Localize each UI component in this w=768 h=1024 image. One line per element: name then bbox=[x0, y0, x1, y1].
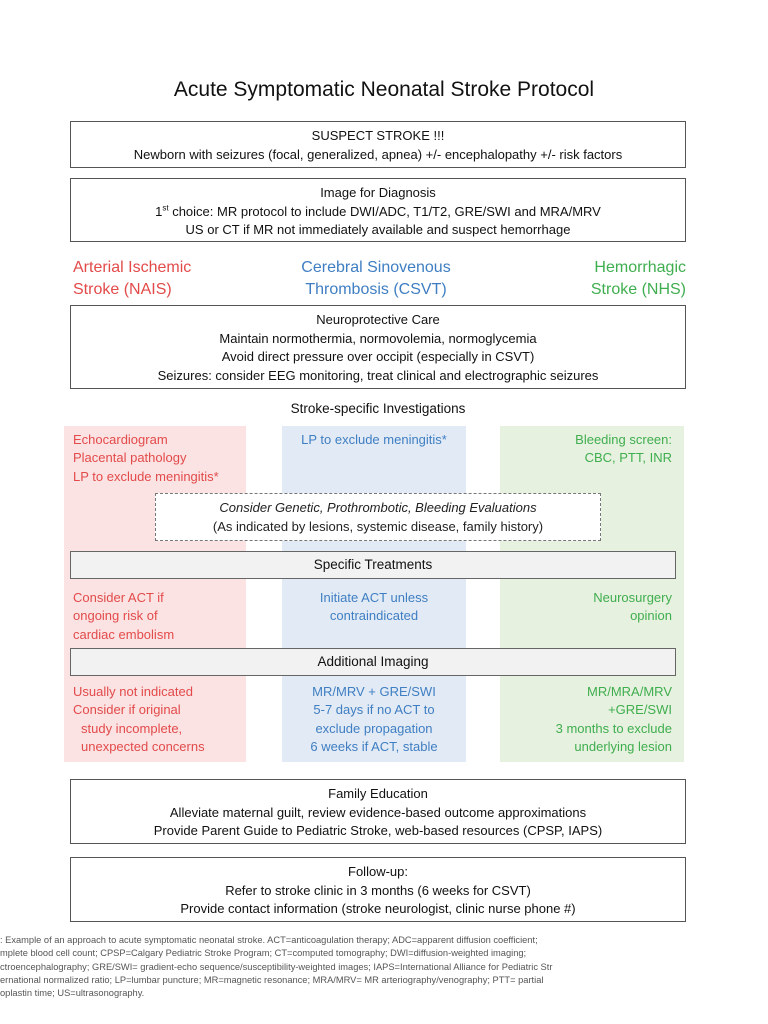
neuroprotective-care-box bbox=[70, 305, 686, 389]
list-item: cardiac embolism bbox=[73, 626, 175, 642]
list-item: MR/MRV + GRE/SWI bbox=[312, 684, 436, 699]
list-item: LP to exclude meningitis* bbox=[301, 432, 447, 447]
list-item: Echocardiogram bbox=[73, 432, 168, 447]
additional-imaging-bar: Additional Imaging bbox=[70, 648, 676, 676]
genetic-evaluations-box bbox=[155, 493, 601, 541]
page-title: Acute Symptomatic Neonatal Stroke Protocol bbox=[173, 78, 595, 101]
nhs-treatments bbox=[500, 589, 672, 626]
nais-additional-imaging bbox=[73, 683, 245, 756]
family-education-box bbox=[70, 779, 686, 844]
list-item: 3 months to exclude bbox=[555, 720, 672, 736]
image-diagnosis-box bbox=[70, 178, 686, 242]
imaging-alt: US or CT if MR not immediately available and suspect hemorrhage bbox=[185, 222, 571, 237]
neuro-line-1: Maintain normothermia, normovolemia, normoglycemia bbox=[219, 330, 537, 346]
list-item: Neurosurgery bbox=[593, 590, 672, 605]
csvt-investigations bbox=[282, 431, 466, 449]
list-item: 6 weeks if ACT, stable bbox=[310, 738, 438, 754]
csvt-additional-imaging bbox=[282, 683, 466, 756]
neuro-heading: Neuroprotective Care bbox=[316, 312, 440, 327]
footnote-line: oplastin time; US=ultrasonography. bbox=[0, 988, 145, 999]
list-item: 5-7 days if no ACT to bbox=[313, 702, 435, 718]
suspect-stroke-box bbox=[70, 121, 686, 168]
list-item: contraindicated bbox=[329, 608, 419, 624]
family-heading: Family Education bbox=[328, 786, 428, 801]
nais-header: Arterial Ischemic Stroke (NAIS) bbox=[73, 259, 192, 298]
csvt-treatments bbox=[282, 589, 466, 626]
nhs-additional-imaging bbox=[500, 683, 672, 756]
follow-up-box bbox=[70, 857, 686, 922]
list-item: MR/MRA/MRV bbox=[587, 684, 672, 699]
investigations-heading: Stroke-specific Investigations bbox=[290, 401, 466, 416]
followup-heading: Follow-up: bbox=[348, 864, 408, 879]
imaging-choice: 1st choice: MR protocol to include DWI/ADC, T1/T2, GRE/SWI and MRA/MRV bbox=[155, 203, 601, 219]
list-item: CBC, PTT, INR bbox=[584, 450, 672, 466]
list-item: exclude propagation bbox=[315, 720, 433, 736]
list-item: ongoing risk of bbox=[73, 608, 158, 624]
footnote-line: ernational normalized ratio; LP=lumbar puncture; MR=magnetic resonance; MRA/MRV= MR arteriography/venography; PTT= partial bbox=[0, 974, 544, 985]
specific-treatments-bar: Specific Treatments bbox=[70, 551, 676, 579]
list-item: underlying lesion bbox=[574, 738, 672, 754]
neuro-line-2: Avoid direct pressure over occipit (especially in CSVT) bbox=[221, 349, 535, 364]
csvt-header: Cerebral Sinovenous Thrombosis (CSVT) bbox=[301, 259, 451, 298]
suspect-heading: SUSPECT STROKE !!! bbox=[311, 128, 445, 143]
list-item: Consider ACT if bbox=[73, 590, 164, 605]
list-item: LP to exclude meningitis* bbox=[73, 468, 219, 484]
footnote-line: mplete blood cell count; CPSP=Calgary Pediatric Stroke Program; CT=computed tomography; DWI=diffusion-weighted imaging; bbox=[0, 948, 527, 959]
list-item: opinion bbox=[630, 608, 672, 624]
genetic-line-2: (As indicated by lesions, systemic disease, family history) bbox=[212, 519, 544, 534]
nais-investigations bbox=[73, 431, 245, 486]
list-item: Placental pathology bbox=[73, 450, 187, 466]
list-item: Initiate ACT unless bbox=[319, 590, 429, 605]
list-item: study incomplete, bbox=[81, 720, 183, 736]
list-item: Usually not indicated bbox=[73, 684, 193, 699]
family-line-1: Alleviate maternal guilt, review evidence-based outcome approximations bbox=[169, 804, 587, 820]
family-line-2: Provide Parent Guide to Pediatric Stroke, web-based resources (CPSP, IAPS) bbox=[153, 823, 603, 838]
genetic-line-1: Consider Genetic, Prothrombotic, Bleeding Evaluations bbox=[219, 500, 537, 515]
nais-treatments bbox=[73, 589, 245, 644]
list-item: Consider if original bbox=[73, 702, 181, 718]
nhs-investigations bbox=[500, 431, 672, 468]
figure-footnote bbox=[0, 934, 768, 1000]
followup-line-2: Provide contact information (stroke neurologist, clinic nurse phone #) bbox=[180, 901, 576, 916]
list-item: unexpected concerns bbox=[81, 738, 205, 754]
suspect-line: Newborn with seizures (focal, generalized, apnea) +/- encephalopathy +/- risk factors bbox=[133, 146, 623, 162]
list-item: Bleeding screen: bbox=[575, 432, 672, 447]
followup-line-1: Refer to stroke clinic in 3 months (6 weeks for CSVT) bbox=[225, 882, 531, 898]
footnote-line: ctroencephalography; GRE/SWI= gradient-echo sequence/susceptibility-weighted images; IAPS=International Alliance for Pediatric Str bbox=[0, 961, 553, 972]
imaging-heading: Image for Diagnosis bbox=[320, 185, 436, 200]
list-item: +GRE/SWI bbox=[608, 702, 672, 718]
neuro-line-3: Seizures: consider EEG monitoring, treat clinical and electrographic seizures bbox=[157, 367, 599, 383]
footnote-line: : Example of an approach to acute symptomatic neonatal stroke. ACT=anticoagulation therapy; ADC=apparent diffusion coefficient; bbox=[0, 935, 538, 945]
nhs-header: Hemorrhagic Stroke (NHS) bbox=[590, 259, 686, 298]
